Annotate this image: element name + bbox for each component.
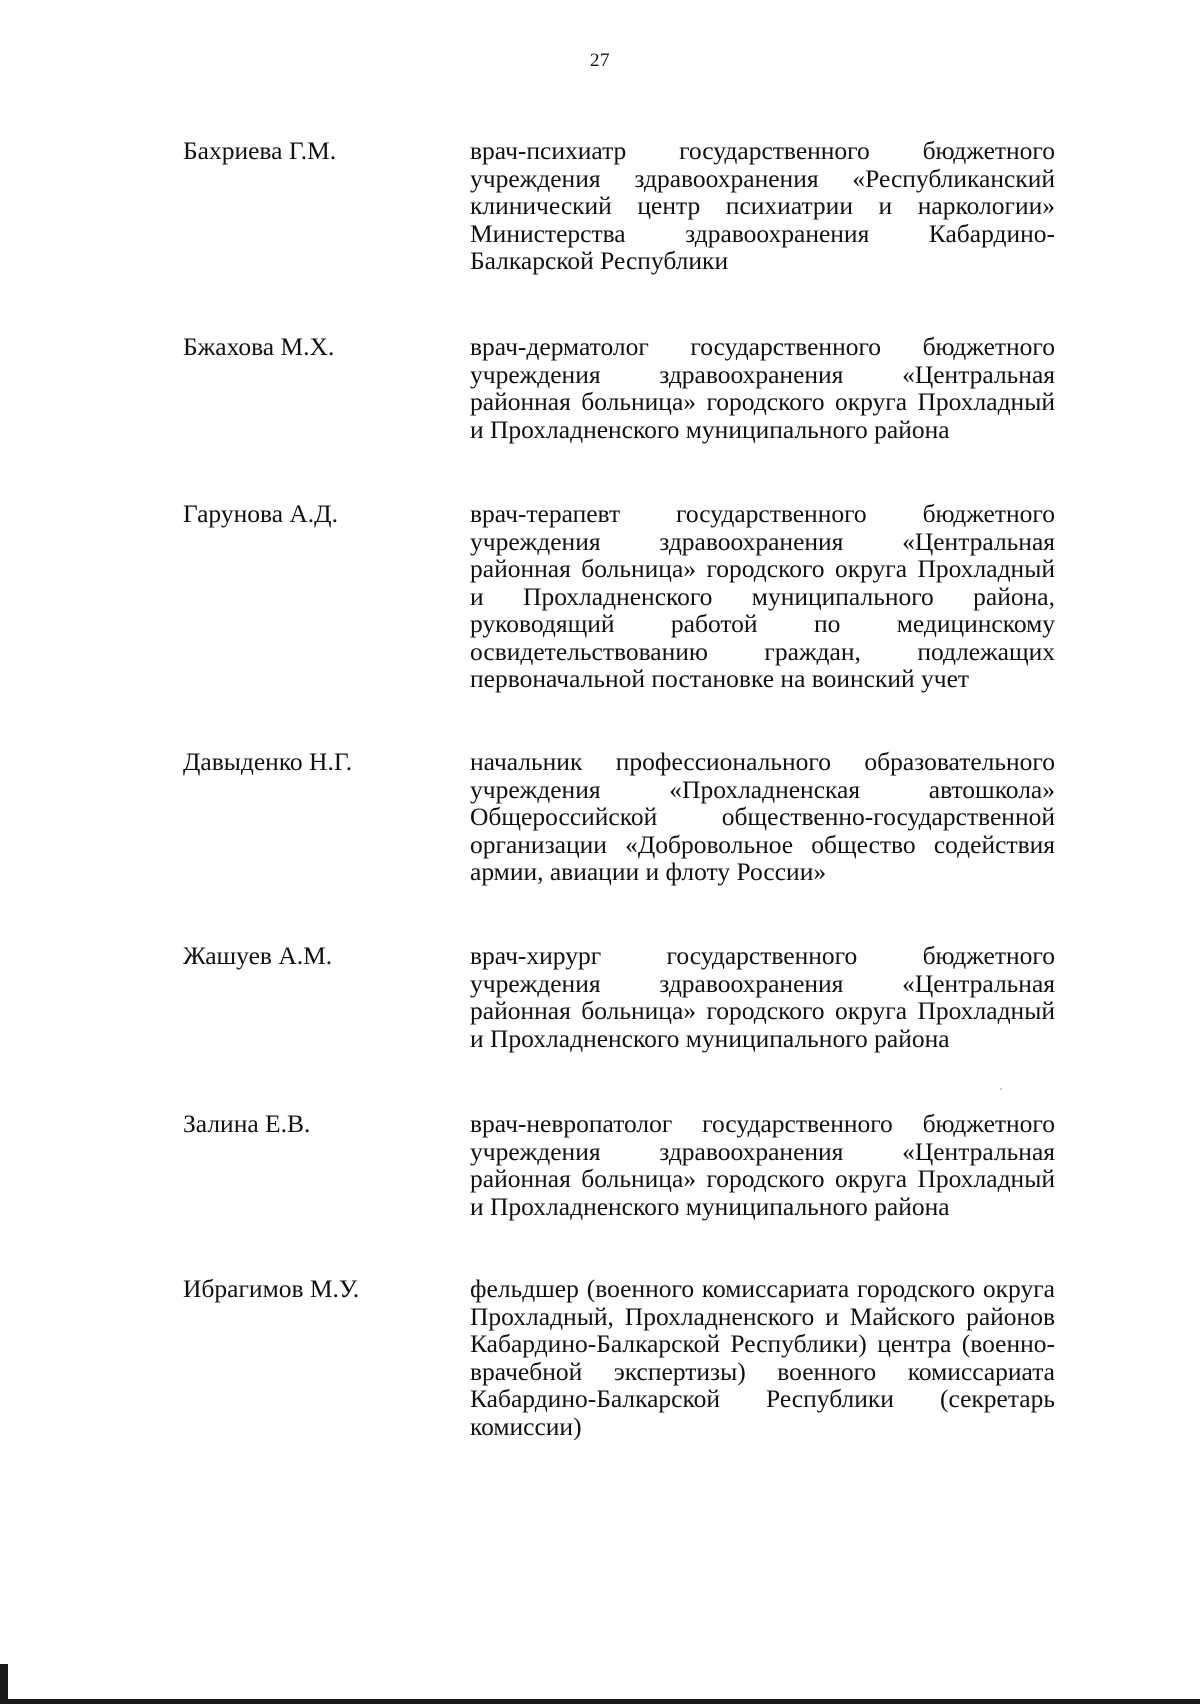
page-number: 27 <box>590 50 610 71</box>
scan-speck <box>1000 1088 1002 1090</box>
member-name: Жашуев А.М. <box>183 941 333 970</box>
member-position: начальник профессионального образовательного учреждения «Прохладненская автошкола» Общероссийской общественно-государственной организации «Добровольное общество содействия армии, авиации и флоту России» <box>470 747 1055 886</box>
member-name: Давыденко Н.Г. <box>183 747 353 776</box>
member-position: врач-терапевт государственного бюджетного учреждения здравоохранения «Центральная районная больница» городского округа Прохладный и Прохладненского муниципального района, руководящий работой по медицинскому освидетельствованию граждан, подлежащих первоначальной постановке на воинский учет <box>470 499 1055 693</box>
member-position: фельдшер (военного комиссариата городского округа Прохладный, Прохладненского и Майского районов Кабардино-Балкарской Республики) центра (военно-врачебной экспертизы) военного комиссариата Кабардино-Балкарской Республики (секретарь комиссии) <box>470 1274 1055 1441</box>
member-name: Ибрагимов М.У. <box>183 1274 360 1303</box>
member-name: Бахриева Г.М. <box>183 136 337 165</box>
member-name: Бжахова М.Х. <box>183 332 335 361</box>
member-position: врач-хирург государственного бюджетного учреждения здравоохранения «Центральная районная больница» городского округа Прохладный и Прохладненского муниципального района <box>470 941 1055 1053</box>
member-position: врач-невропатолог государственного бюджетного учреждения здравоохранения «Центральная районная больница» городского округа Прохладный и Прохладненского муниципального района <box>470 1109 1055 1221</box>
member-position: врач-дерматолог государственного бюджетного учреждения здравоохранения «Центральная районная больница» городского округа Прохладный и Прохладненского муниципального района <box>470 332 1055 444</box>
member-position: врач-психиатр государственного бюджетного учреждения здравоохранения «Республиканский клинический центр психиатрии и наркологии» Министерства здравоохранения Кабардино-Балкарской Республики <box>470 136 1055 275</box>
scan-border-bottom <box>0 1699 1200 1704</box>
member-name: Залина Е.В. <box>183 1109 311 1138</box>
scan-border-corner <box>0 1664 8 1704</box>
member-name: Гарунова А.Д. <box>183 499 338 528</box>
